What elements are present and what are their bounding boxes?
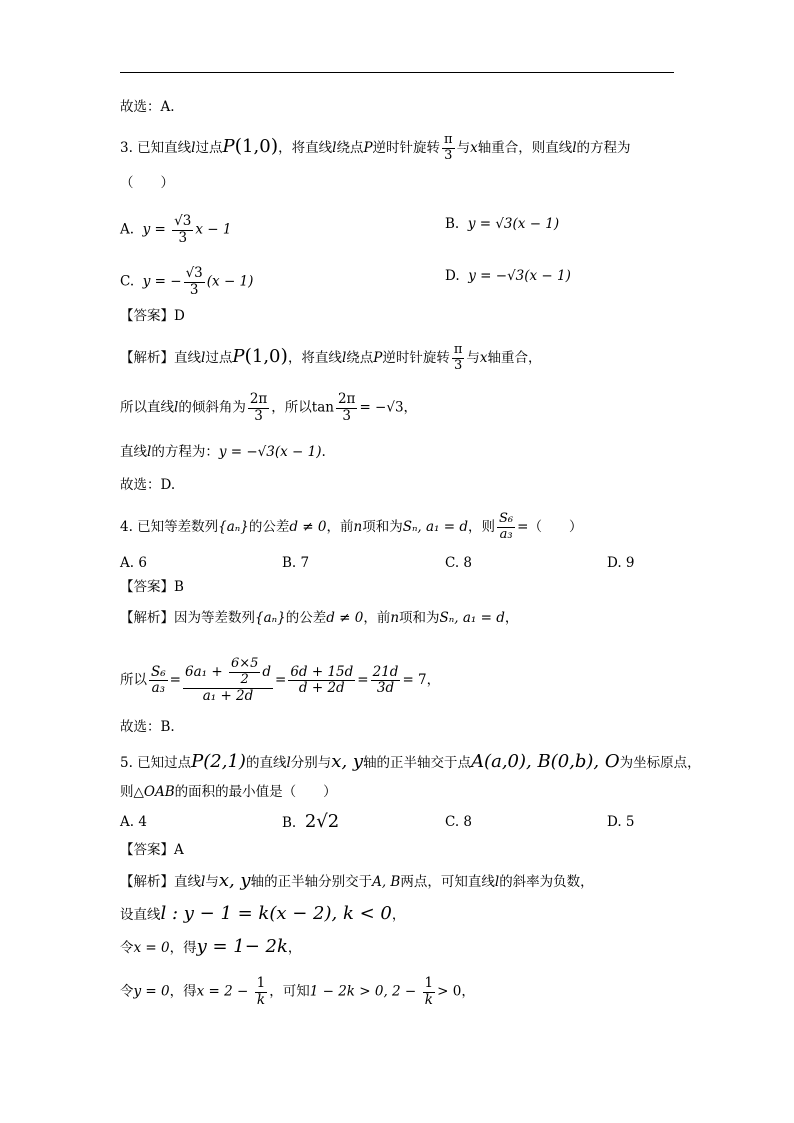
q3-option-a[interactable]: A. y = $\frac{√3}{3}$ x − 1 [120,213,232,246]
q4-option-d[interactable]: D. 9 [607,555,635,571]
q4-option-a[interactable]: A. 6 [120,555,147,571]
q3-conclusion: 故选：D. [120,477,176,493]
q4-analysis-1: 【解析】因为等差数列{aₙ}的公差d ≠ 0，前n项和为Sₙ, a₁ = d， [120,610,519,626]
q3-option-b[interactable]: B. y = √3(x − 1) [445,216,560,232]
q4-option-c[interactable]: C. 8 [445,555,473,571]
q3-option-c[interactable]: C. y = − $\frac{√3}{3}$ (x − 1) [120,265,254,298]
header-rule [120,72,674,73]
q5-option-c[interactable]: C. 8 [445,814,473,830]
q3-answer: 【答案】D [120,308,185,324]
q3-analysis-2: 所以直线l的倾斜角为 $\frac{2\pi}{3}$ ，所以tan $\frac{2\pi}{3}$ = −√3， [120,391,418,424]
q5-option-b[interactable]: B. 2√2 [282,811,340,832]
q4-analysis-2: 所以 $\frac{\text{S₆}}{\text{a₃}}$ = 6a₁ + $\frac{6\times 5}{2}$ d a₁ + 2d = $\frac{6d + 15d}{d + 2d}$ = $\frac{21d}{3d}$ = 7， [120,656,441,704]
q5-answer: 【答案】A [120,842,184,858]
q3-analysis-3: 直线l的方程为：y = −√3(x − 1). [120,444,326,460]
q4-conclusion: 故选：B. [120,719,175,735]
q5-analysis-1: 【解析】直线l与x, y轴的正半轴分别交于A, B两点，可知直线l的斜率为负数， [120,870,594,891]
q4-answer: 【答案】B [120,579,184,595]
q5-option-d[interactable]: D. 5 [607,814,635,830]
q5-analysis-2: 设直线l : y − 1 = k(x − 2), k < 0， [120,903,406,924]
q3-blank: （ ） [120,175,174,191]
q4-stem: 4. 已知等差数列{aₙ}的公差d ≠ 0，前n项和为Sₙ, a₁ = d，则 $\frac{\text{S₆}}{\text{a₃}}$ =（ ） [120,511,583,542]
q5-stem: 5. 已知过点P(2,1)的直线l分别与x, y轴的正半轴交于点A(a,0), B(0,b), O为坐标原点， [120,751,701,772]
q5-stem-2: 则△OAB的面积的最小值是（ ） [120,784,337,800]
q3-analysis-1: 【解析】直线l过点P(1,0)，将直线l绕点P逆时针旋转 $\frac{\pi}{3}$ 与x轴重合， [120,342,542,373]
q3-option-d[interactable]: D. y = −√3(x − 1) [445,268,571,284]
q3-stem: 3. 已知直线l过点P(1,0)，将直线l绕点P逆时针旋转 $\frac{\pi}{3}$ 与x轴重合，则直线l的方程为 [120,132,631,163]
q5-option-a[interactable]: A. 4 [120,814,147,830]
q3-rotation-fraction: $\frac{\pi}{3}$ [444,132,453,163]
q5-analysis-4: 令y = 0，得x = 2 − $\frac{1}{k}$ ，可知1 − 2k > 0, 2 − $\frac{1}{k}$ > 0， [120,975,475,1008]
prev-conclusion: 故选：A. [120,99,175,115]
q4-option-b[interactable]: B. 7 [282,555,310,571]
q5-analysis-3: 令x = 0，得y = 1− 2k， [120,936,302,957]
